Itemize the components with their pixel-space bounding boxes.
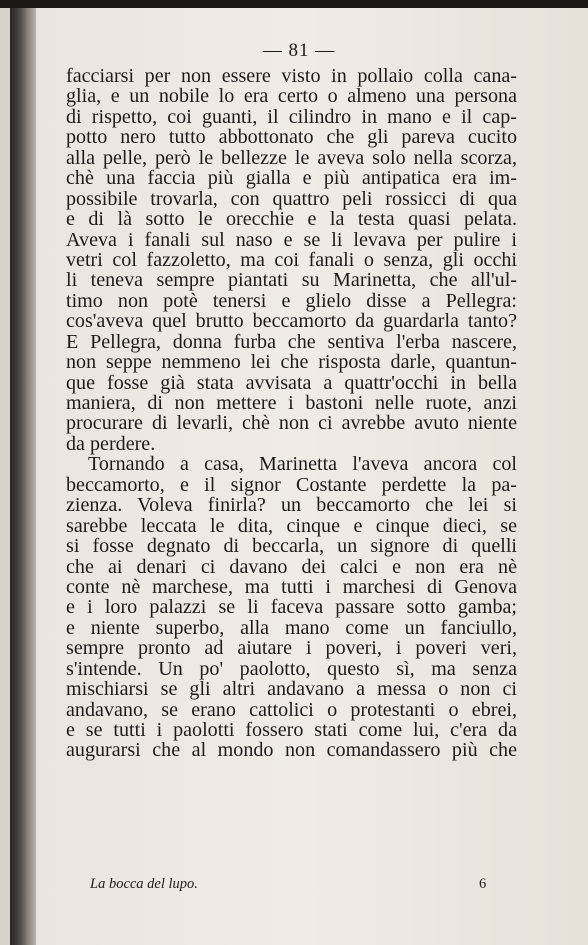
text-line: e niente superbo, alla mano come un fanciullo, <box>66 616 517 639</box>
running-footer-title: La bocca del lupo. <box>90 876 198 892</box>
text-line: beccamorto, e il signor Costante perdette la pa- <box>66 473 517 496</box>
text-line: glia, e un nobile lo era certo o almeno una persona <box>66 85 517 108</box>
text-line: chè una faccia più gialla e più antipatica era im- <box>66 167 517 190</box>
book-binding-shadow <box>10 0 36 945</box>
page-number: — 81 — <box>262 40 336 61</box>
text-line: andavano, se erano cattolici o protestanti o ebrei, <box>66 698 517 721</box>
text-line: conte nè marchese, ma tutti i marchesi di Genova <box>66 575 517 598</box>
text-line: Aveva i fanali sul naso e se li levava per pulire i <box>66 228 517 251</box>
text-line: Tornando a casa, Marinetta l'aveva ancora col <box>88 453 517 476</box>
text-line: maniera, di non mettere i bastoni nelle ruote, anzi <box>66 392 517 414</box>
text-line: e di là sotto le orecchie e la testa quasi pelata. <box>66 208 517 231</box>
text-line: mischiarsi se gli altri andavano a messa o non ci <box>66 678 517 701</box>
text-line: vetri col fazzoletto, ma coi fanali o senza, gli occhi <box>66 248 517 271</box>
text-line: sempre pronto ad aiutare i poveri, i poveri veri, <box>66 637 517 660</box>
text-line: da perdere. <box>66 432 156 455</box>
body-text <box>66 66 517 761</box>
text-line: non seppe nemmeno lei che risposta darle, quantun- <box>66 351 517 374</box>
text-line: augurarsi che al mondo non comandassero più che <box>66 739 517 762</box>
text-line: facciarsi per non essere visto in pollaio colla cana- <box>66 65 517 87</box>
page-top-edge <box>0 0 588 8</box>
text-line: che ai denari ci davano dei calci e non era nè <box>66 555 517 578</box>
text-line: e se tutti i paolotti fossero stati come lui, c'era da <box>66 719 517 741</box>
text-line: timo non potè tenersi e glielo disse a Pellegra: <box>66 289 517 312</box>
text-line: e i loro palazzi se li faceva passare sotto gamba; <box>66 596 517 619</box>
text-line: que fosse già stata avvisata a quattr'occhi in bella <box>66 371 517 394</box>
text-line: li teneva sempre piantati su Marinetta, che all'ul- <box>66 269 517 292</box>
text-line: potto nero tutto abbottonato che gli pareva cucito <box>66 126 517 149</box>
text-line: s'intende. Un po' paolotto, questo sì, ma senza <box>66 657 517 680</box>
text-line: di rispetto, coi guanti, il cilindro in mano e il cap- <box>66 105 517 128</box>
text-line: si fosse degnato di beccarla, un signore di quelli <box>66 535 517 558</box>
text-line: sarebbe leccata le dita, cinque e cinque dieci, se <box>66 514 517 537</box>
text-line: cos'aveva quel brutto beccamorto da guardarla tanto? <box>66 310 517 333</box>
text-line: zienza. Voleva finirla? un beccamorto che lei si <box>66 494 517 517</box>
text-line: possibile trovarla, con quattro peli rossicci di qua <box>66 187 517 210</box>
text-line: alla pelle, però le bellezze le aveva solo nella scorza, <box>66 146 517 169</box>
signature-mark: 6 <box>479 876 487 892</box>
text-line: E Pellegra, donna furba che sentiva l'erba nascere, <box>66 330 517 353</box>
text-line: procurare di levarli, chè non ci avrebbe avuto niente <box>66 412 517 435</box>
